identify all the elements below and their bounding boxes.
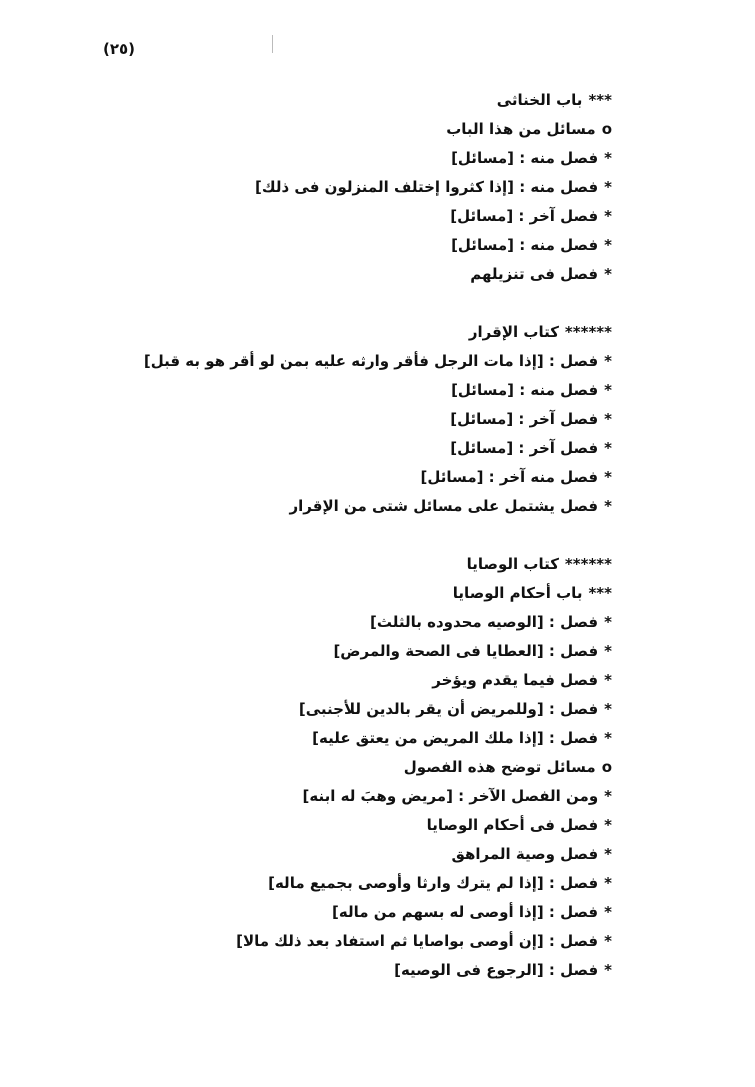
toc-item — [22, 956, 612, 985]
toc-item — [22, 608, 612, 637]
toc-text: فصل : [إذا لم يترك وارثا وأوصى بجميع ماله] — [268, 874, 599, 892]
toc-heading — [22, 550, 612, 579]
bullet-marker: * — [604, 497, 612, 515]
toc-item — [22, 811, 612, 840]
bullet-marker: * — [604, 903, 612, 921]
toc-text: فصل آخر : [مسائل] — [450, 410, 599, 428]
toc-item — [22, 869, 612, 898]
toc-text: فصل فيما يقدم ويؤخر — [432, 671, 599, 689]
toc-text: ومن الفصل الآخر : [مريض وهبَ له ابنه] — [302, 787, 599, 805]
toc-text: فصل : [إذا ملك المريض من يعتق عليه] — [312, 729, 599, 747]
toc-item — [22, 463, 612, 492]
toc-item — [22, 753, 612, 782]
toc-item — [22, 724, 612, 753]
toc-item — [22, 637, 612, 666]
toc-text: باب أحكام الوصايا — [452, 584, 583, 602]
toc-text: فصل : [وللمريض أن يقر بالدين للأجنبى] — [298, 700, 599, 718]
toc-item — [22, 840, 612, 869]
toc-text: فصل : [إذا أوصى له بسهم من ماله] — [332, 903, 599, 921]
toc-text: فصل آخر : [مسائل] — [450, 207, 599, 225]
bullet-marker: * — [604, 265, 612, 283]
toc-item — [22, 927, 612, 956]
toc-heading — [22, 318, 612, 347]
bullet-marker: * — [604, 642, 612, 660]
toc-item — [22, 405, 612, 434]
bullet-marker: * — [604, 468, 612, 486]
bullet-marker: * — [604, 816, 612, 834]
page-number: (٢٥) — [103, 40, 136, 58]
toc-heading — [22, 86, 612, 115]
bullet-marker: * — [604, 439, 612, 457]
bullet-marker: * — [604, 700, 612, 718]
section-gap — [22, 521, 612, 550]
bullet-marker: * — [604, 207, 612, 225]
bullet-marker: * — [604, 410, 612, 428]
toc-item — [22, 202, 612, 231]
toc-text: فصل وصية المراهق — [451, 845, 599, 863]
bullet-marker: * — [604, 729, 612, 747]
toc-item — [22, 144, 612, 173]
toc-text: فصل فى أحكام الوصايا — [426, 816, 599, 834]
bullet-marker: * — [604, 381, 612, 399]
toc-text: كتاب الإقرار — [468, 323, 559, 341]
bullet-marker: * — [604, 874, 612, 892]
bullet-marker: * — [604, 671, 612, 689]
table-of-contents — [22, 86, 612, 985]
toc-item — [22, 434, 612, 463]
heading-marker: ****** — [564, 323, 612, 341]
bullet-marker: * — [604, 149, 612, 167]
section-gap — [22, 289, 612, 318]
toc-text: فصل : [إذا مات الرجل فأقر وارثه عليه بمن لو أقر هو به قبل] — [143, 352, 599, 370]
toc-text: فصل : [الوصيه محدوده بالثلث] — [369, 613, 599, 631]
bullet-marker: * — [604, 787, 612, 805]
toc-item — [22, 695, 612, 724]
toc-text: فصل منه : [مسائل] — [451, 381, 599, 399]
toc-text: فصل : [الرجوع فى الوصيه] — [394, 961, 599, 979]
heading-marker: *** — [588, 91, 612, 109]
bullet-marker: * — [604, 352, 612, 370]
toc-heading — [22, 579, 612, 608]
bullet-marker: * — [604, 613, 612, 631]
toc-item — [22, 666, 612, 695]
toc-text: فصل يشتمل على مسائل شتى من الإقرار — [289, 497, 599, 515]
bullet-marker: o — [601, 120, 612, 138]
toc-text: مسائل توضح هذه الفصول — [403, 758, 596, 776]
toc-item — [22, 347, 612, 376]
bullet-marker: o — [601, 758, 612, 776]
toc-text: فصل فى تنزيلهم — [470, 265, 599, 283]
toc-item — [22, 115, 612, 144]
toc-item — [22, 376, 612, 405]
toc-item — [22, 782, 612, 811]
toc-text: فصل : [إن أوصى بواصايا ثم استفاد بعد ذلك مالا] — [236, 932, 599, 950]
toc-item — [22, 898, 612, 927]
toc-item — [22, 492, 612, 521]
toc-item — [22, 260, 612, 289]
scan-mark — [272, 35, 273, 53]
bullet-marker: * — [604, 845, 612, 863]
toc-text: فصل : [العطايا فى الصحة والمرض] — [333, 642, 599, 660]
heading-marker: *** — [588, 584, 612, 602]
bullet-marker: * — [604, 236, 612, 254]
bullet-marker: * — [604, 932, 612, 950]
bullet-marker: * — [604, 961, 612, 979]
toc-item — [22, 173, 612, 202]
toc-item — [22, 231, 612, 260]
toc-text: كتاب الوصايا — [466, 555, 559, 573]
toc-text: مسائل من هذا الباب — [446, 120, 596, 138]
toc-text: فصل آخر : [مسائل] — [450, 439, 599, 457]
heading-marker: ****** — [564, 555, 612, 573]
toc-text: فصل منه : [مسائل] — [451, 236, 599, 254]
toc-text: فصل منه : [مسائل] — [451, 149, 599, 167]
bullet-marker: * — [604, 178, 612, 196]
toc-text: باب الخناثى — [496, 91, 583, 109]
toc-text: فصل منه آخر : [مسائل] — [420, 468, 599, 486]
toc-text: فصل منه : [إذا كثروا إختلف المنزلون فى ذلك] — [255, 178, 599, 196]
